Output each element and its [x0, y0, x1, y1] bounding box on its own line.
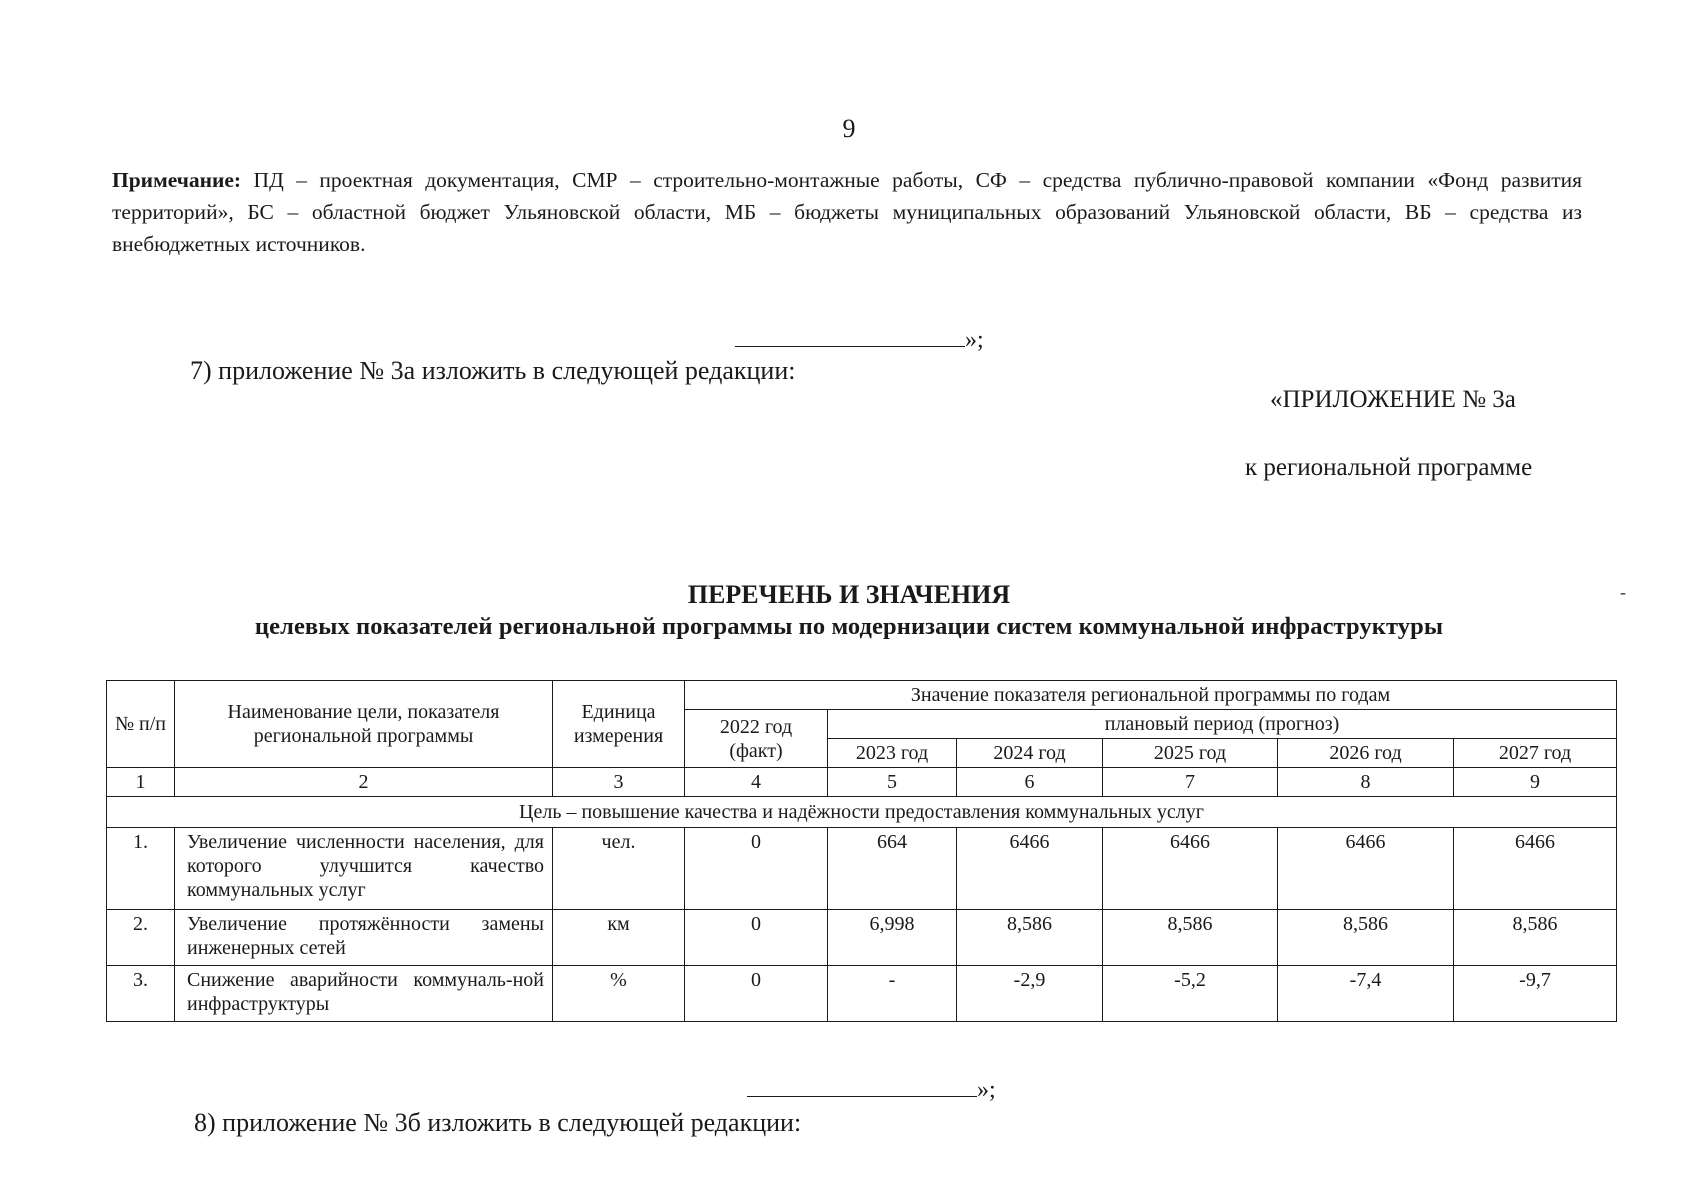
header-unit: Единица измерения [553, 681, 685, 768]
appendix-subtitle: к региональной программе [1245, 454, 1533, 481]
scan-speck: - [1620, 582, 1626, 602]
row-value: 8,586 [1454, 910, 1617, 966]
row-value: -9,7 [1454, 966, 1617, 1022]
note-text: ПД – проектная документация, СМР – строительно-монтажные работы, СФ – средства публично-правовой компании «Фонд развития территорий», БС – областной бюджет Ульяновской области, МБ – бюджеты муниципальных образований Ульяновской области, ВБ – средства из внебюджетных источников. [112, 168, 1582, 256]
row-unit: % [553, 966, 685, 1022]
row-name: Снижение аварийности коммуналь-ной инфраструктуры [175, 966, 553, 1022]
item-7: 7) приложение № 3а изложить в следующей редакции: [190, 356, 796, 385]
header-year: 2027 год [1454, 739, 1617, 768]
column-number: 7 [1103, 768, 1278, 797]
row-name: Увеличение протяжённости замены инженерных сетей [175, 910, 553, 966]
signature-line-2 [747, 1072, 977, 1097]
column-numbers-row [107, 768, 1617, 797]
closing-quote-1: »; [965, 327, 984, 353]
closing-mark-1 [735, 322, 984, 354]
column-number: 2 [175, 768, 553, 797]
row-value: 8,586 [1278, 910, 1454, 966]
header-name: Наименование цели, показателя региональной программы [175, 681, 553, 768]
header-fact-year: 2022 год (факт) [685, 710, 828, 768]
row-value: 0 [685, 966, 828, 1022]
header-year: 2026 год [1278, 739, 1454, 768]
row-value: -7,4 [1278, 966, 1454, 1022]
note-paragraph [112, 164, 1582, 260]
row-name: Увеличение численности населения, для которого улучшится качество коммунальных услуг [175, 828, 553, 910]
row-value: 0 [685, 828, 828, 910]
column-number: 8 [1278, 768, 1454, 797]
closing-mark-2 [747, 1072, 996, 1104]
column-number: 6 [957, 768, 1103, 797]
table-row [107, 910, 1617, 966]
column-number: 9 [1454, 768, 1617, 797]
column-number: 1 [107, 768, 175, 797]
row-num: 3. [107, 966, 175, 1022]
row-value: 6466 [1278, 828, 1454, 910]
column-number: 3 [553, 768, 685, 797]
page-number: 9 [842, 114, 856, 143]
row-value: - [828, 966, 957, 1022]
goal-row: Цель – повышение качества и надёжности предоставления коммунальных услуг [107, 797, 1617, 828]
row-value: 6466 [1454, 828, 1617, 910]
header-plan-group: плановый период (прогноз) [828, 710, 1617, 739]
row-unit: чел. [553, 828, 685, 910]
header-num: № п/п [107, 681, 175, 768]
indicators-table [106, 680, 1617, 1022]
table-row [107, 966, 1617, 1022]
note-label: Примечание: [112, 168, 242, 192]
row-unit: км [553, 910, 685, 966]
appendix-title: «ПРИЛОЖЕНИЕ № 3а [1270, 386, 1516, 413]
row-value: 0 [685, 910, 828, 966]
row-value: -2,9 [957, 966, 1103, 1022]
row-value: 6466 [957, 828, 1103, 910]
row-value: 664 [828, 828, 957, 910]
row-num: 1. [107, 828, 175, 910]
table-row [107, 828, 1617, 910]
header-year: 2025 год [1103, 739, 1278, 768]
table-title: ПЕРЕЧЕНЬ И ЗНАЧЕНИЯ [687, 580, 1011, 609]
row-value: 6,998 [828, 910, 957, 966]
item-8: 8) приложение № 3б изложить в следующей редакции: [194, 1108, 802, 1137]
table-subtitle: целевых показателей региональной программы по модернизации систем коммунальной инфраструктуры [254, 613, 1444, 640]
row-value: 8,586 [957, 910, 1103, 966]
column-number: 5 [828, 768, 957, 797]
header-year: 2024 год [957, 739, 1103, 768]
row-value: -5,2 [1103, 966, 1278, 1022]
closing-quote-2: »; [977, 1077, 996, 1103]
row-value: 8,586 [1103, 910, 1278, 966]
column-number: 4 [685, 768, 828, 797]
header-values-group: Значение показателя региональной программы по годам [685, 681, 1617, 710]
signature-line-1 [735, 322, 965, 347]
row-value: 6466 [1103, 828, 1278, 910]
row-num: 2. [107, 910, 175, 966]
header-year: 2023 год [828, 739, 957, 768]
